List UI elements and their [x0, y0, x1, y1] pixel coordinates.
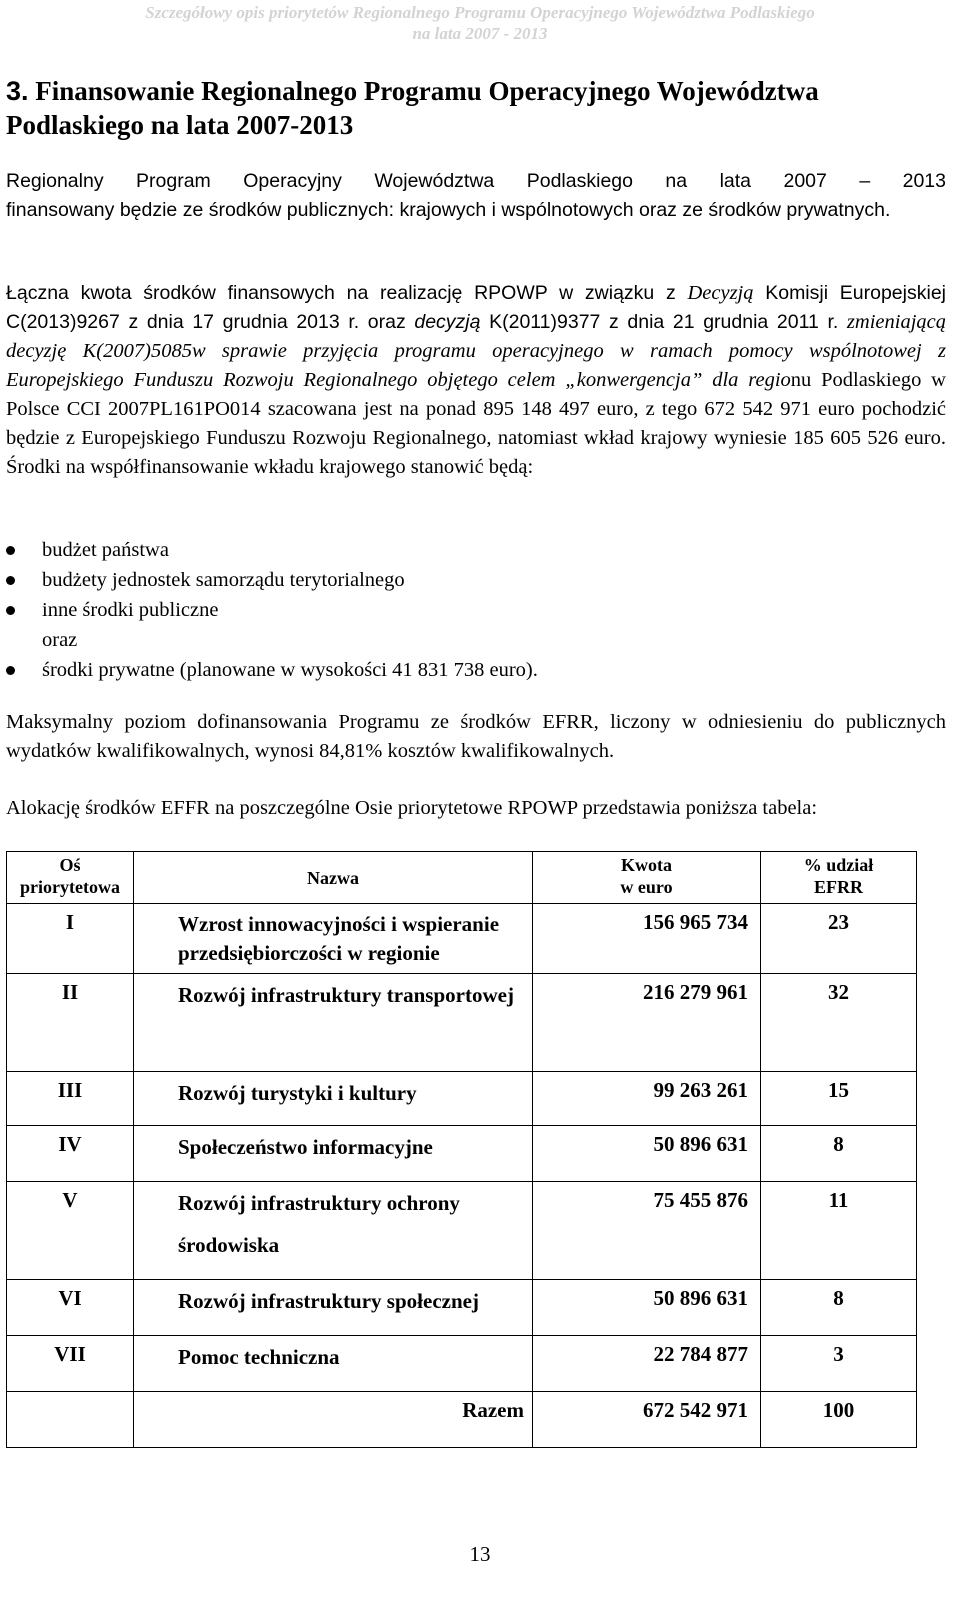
paragraph-financing-rest: finansowany będzie ze środków publicznych: krajowych i wspólnotowych oraz ze środków prywatnych.: [6, 199, 891, 221]
text-span: Łączna kwota środków finansowych na realizację RPOWP w związku z: [6, 282, 688, 304]
table-header-row: [7, 852, 917, 904]
paragraph-total-amount: [6, 279, 946, 482]
cell-share: 32: [761, 974, 917, 1072]
header-name-label: Nazwa: [307, 867, 359, 888]
table-row: [7, 1280, 917, 1336]
cell-axis: III: [7, 1072, 134, 1126]
list-item: [6, 565, 806, 595]
running-header: [0, 2, 960, 44]
cell-name: Rozwój turystyki i kultury: [134, 1072, 533, 1126]
paragraph-max-cofinancing: Maksymalny poziom dofinansowania Programu ze środków EFRR, liczony w odniesieniu do publicznych wydatków kwalifikowalnych, wynosi 84,81% kosztów kwalifikowalnych.: [6, 711, 946, 762]
list-item-text: oraz: [42, 629, 78, 651]
cell-amount: 156 965 734: [533, 904, 761, 974]
cell-share: 15: [761, 1072, 917, 1126]
cell-name: Pomoc techniczna: [134, 1336, 533, 1392]
cell-share: 3: [761, 1336, 917, 1392]
cell-axis: IV: [7, 1126, 134, 1182]
cell-name: Rozwój infrastruktury transportowej: [134, 974, 533, 1072]
cell-name: Społeczeństwo informacyjne: [134, 1126, 533, 1182]
cell-amount: 99 263 261: [533, 1072, 761, 1126]
cell-share: 23: [761, 904, 917, 974]
paragraph-allocation-intro: Alokację środków EFFR na poszczególne Osie priorytetowe RPOWP przedstawia poniższa tabela:: [6, 797, 818, 819]
header-amount-line-2: w euro: [620, 877, 673, 897]
cell-amount: 50 896 631: [533, 1280, 761, 1336]
list-item: [6, 535, 806, 565]
text-span-italic: zmieniającą decyzję K(2007)5085w sprawie przyjęcia programu operacyjnego w ramach pomocy wspólnotowej z Europejskiego Funduszu Rozwoju Regionalnego objętego celem „konwergencja” dla regio: [6, 311, 946, 391]
text-span: K(2011)9377 z dnia 21 grudnia 2011 r.: [480, 311, 847, 333]
bullet-icon: [6, 666, 15, 675]
cell-axis: VI: [7, 1280, 134, 1336]
table-total-row: [7, 1392, 917, 1448]
section-heading: [6, 74, 946, 142]
running-header-line-2: na lata 2007 - 2013: [412, 24, 548, 43]
cell-amount: 50 896 631: [533, 1126, 761, 1182]
table-row: [7, 974, 917, 1072]
list-item: [6, 625, 806, 655]
section-title: Finansowanie Regionalnego Programu Operacyjnego Województwa Podlaskiego na lata 2007-2013: [6, 76, 819, 140]
cell-total-label: Razem: [134, 1392, 533, 1448]
page-number: 13: [469, 1542, 491, 1566]
header-name: [134, 852, 533, 904]
list-item-text: budżet państwa: [42, 539, 169, 561]
cell-axis: VII: [7, 1336, 134, 1392]
header-axis-line-1: Oś: [59, 855, 81, 875]
cell-axis: [7, 1392, 134, 1448]
cell-axis: I: [7, 904, 134, 974]
allocation-table: [6, 851, 917, 1448]
cell-amount: 75 455 876: [533, 1182, 761, 1280]
header-amount-line-1: Kwota: [621, 855, 672, 875]
cell-axis: II: [7, 974, 134, 1072]
section-number: 3.: [6, 76, 29, 106]
text-span: nu Podlaskiego w Polsce CCI 2007PL161PO014 szacowana jest na ponad 895 148 497 euro, z tego 672 542 971 euro pochodzić będzie z Europejskiego Funduszu Rozwoju Regionalnego, natomiast wkład krajowy wyniesie 185 605 526 euro. Środki na współfinansowanie wkładu krajowego stanowić będą:: [6, 369, 946, 478]
cell-amount: 216 279 961: [533, 974, 761, 1072]
text-span-italic: Decyzją: [687, 282, 754, 304]
running-header-line-1: Szczegółowy opis priorytetów Regionalnego Programu Operacyjnego Województwa Podlaskiego: [145, 3, 815, 22]
cell-name: Rozwój infrastruktury ochrony środowiska: [134, 1182, 533, 1280]
text-span: Komisji Europejskiej C(2013)9267 z dnia 17 grudnia 2013 r. oraz: [6, 282, 946, 333]
bullet-icon: [6, 576, 15, 585]
table-row: [7, 1072, 917, 1126]
list-item: [6, 655, 806, 685]
header-share-line-1: % udział: [803, 855, 874, 875]
funding-sources-list: [6, 535, 806, 685]
bullet-icon: [6, 546, 15, 555]
cell-total-share: 100: [761, 1392, 917, 1448]
table-row: [7, 1182, 917, 1280]
header-axis: [7, 852, 134, 904]
paragraph-financing-line-1: Regionalny Program Operacyjny Województwa Podlaskiego na lata 2007 – 2013: [6, 170, 946, 192]
table-row: [7, 1336, 917, 1392]
cell-amount: 22 784 877: [533, 1336, 761, 1392]
cell-total-amount: 672 542 971: [533, 1392, 761, 1448]
cell-axis: V: [7, 1182, 134, 1280]
cell-name: Wzrost innowacyjności i wspieranie przedsiębiorczości w regionie: [134, 904, 533, 974]
list-item-text: inne środki publiczne: [42, 599, 219, 621]
table-row: [7, 1126, 917, 1182]
text-span-italic: decyzją: [414, 311, 481, 333]
list-item: [6, 595, 806, 625]
header-axis-line-2: priorytetowa: [20, 877, 120, 897]
list-item-text: budżety jednostek samorządu terytorialnego: [42, 569, 405, 591]
cell-share: 8: [761, 1280, 917, 1336]
table-row: [7, 904, 917, 974]
header-amount: [533, 852, 761, 904]
list-item-text: środki prywatne (planowane w wysokości 41 831 738 euro).: [42, 659, 538, 681]
header-share-line-2: EFRR: [814, 877, 863, 897]
cell-share: 8: [761, 1126, 917, 1182]
paragraph-financing-sources: [6, 167, 946, 225]
cell-name: Rozwój infrastruktury społecznej: [134, 1280, 533, 1336]
header-share: [761, 852, 917, 904]
bullet-icon: [6, 606, 15, 615]
cell-share: 11: [761, 1182, 917, 1280]
